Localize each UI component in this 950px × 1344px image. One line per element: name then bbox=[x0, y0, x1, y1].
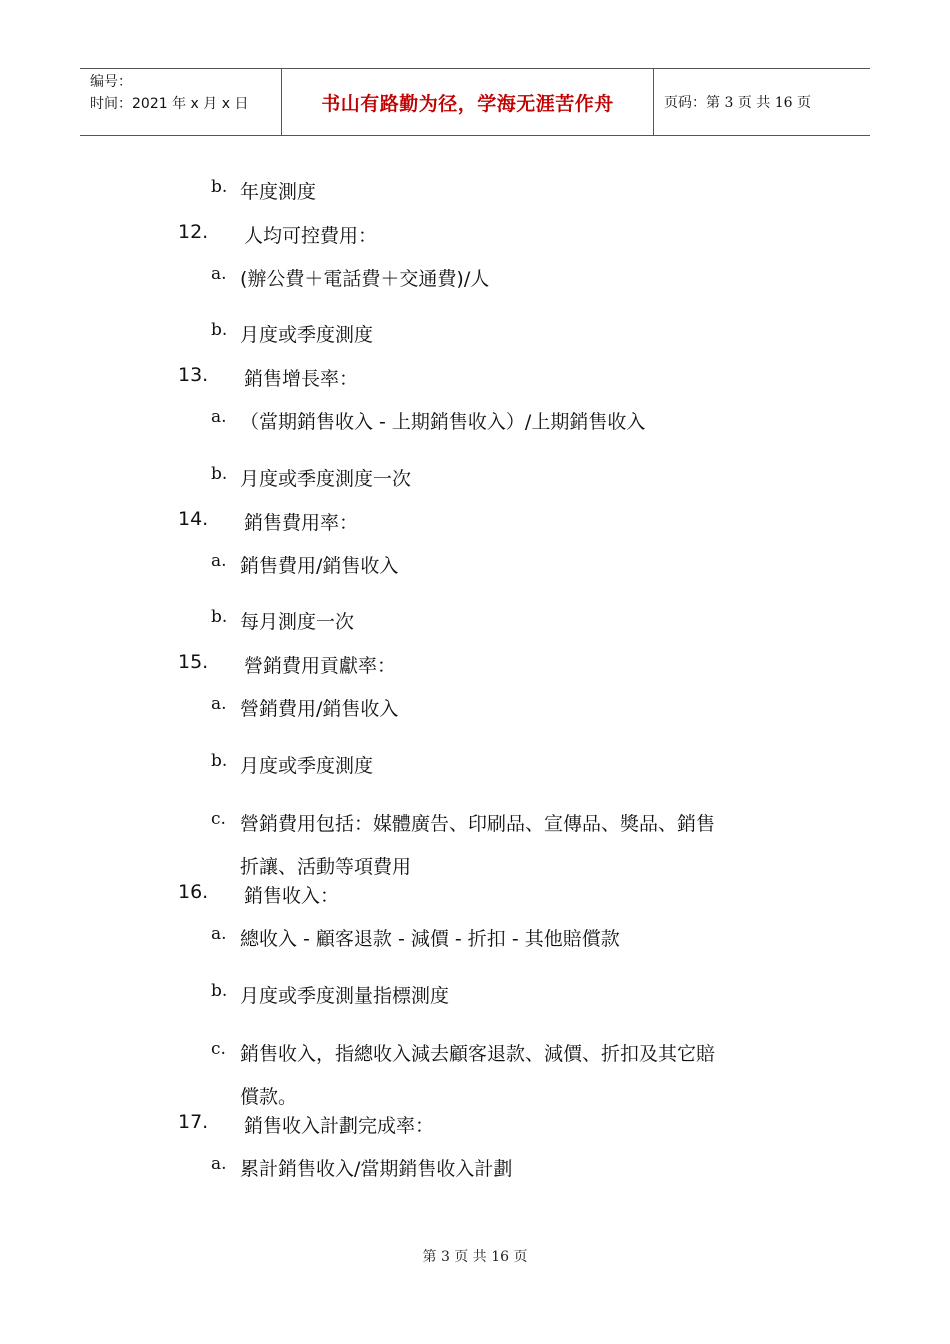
list-marker: 14. bbox=[178, 508, 209, 530]
list-text: 銷售收入，指總收入減去顧客退款、減價、折扣及其它賠 bbox=[240, 1043, 716, 1065]
list-text: 償款。 bbox=[240, 1086, 298, 1108]
list-marker: a. bbox=[211, 1154, 227, 1174]
list-text: 銷售收入： bbox=[244, 885, 340, 907]
list-text: 銷售費用/銷售收入 bbox=[240, 555, 399, 577]
list-marker: 15. bbox=[178, 651, 209, 673]
list-marker: b. bbox=[211, 607, 228, 627]
list-text: (辦公費＋電話費＋交通費)/人 bbox=[240, 268, 490, 290]
list-text: 營銷費用貢獻率： bbox=[244, 655, 397, 677]
header-meta bbox=[80, 69, 282, 135]
list-marker: b. bbox=[211, 320, 228, 340]
list-text: 月度或季度測量指標測度 bbox=[240, 985, 450, 1007]
list-marker: b. bbox=[211, 177, 228, 197]
list-marker: a. bbox=[211, 264, 227, 284]
list-text: 每月測度一次 bbox=[240, 611, 355, 633]
list-text: 折讓、活動等項費用 bbox=[240, 856, 412, 878]
list-text: 累計銷售收入/當期銷售收入計劃 bbox=[240, 1158, 513, 1180]
list-text: 年度測度 bbox=[240, 181, 317, 203]
list-text: 營銷費用/銷售收入 bbox=[240, 698, 399, 720]
list-marker: b. bbox=[211, 751, 228, 771]
list-text: （當期銷售收入 - 上期銷售收入）/上期銷售收入 bbox=[240, 411, 646, 433]
code-label: 编号： bbox=[90, 74, 132, 90]
list-text: 銷售收入計劃完成率： bbox=[244, 1115, 435, 1137]
page-header bbox=[80, 68, 870, 136]
list-marker: a. bbox=[211, 694, 227, 714]
list-marker: a. bbox=[211, 407, 227, 427]
list-marker: 16. bbox=[178, 881, 209, 903]
list-text: 人均可控費用： bbox=[244, 225, 378, 247]
list-marker: 13. bbox=[178, 364, 209, 386]
list-marker: 17. bbox=[178, 1111, 209, 1133]
header-motto: 书山有路勤为径，学海无涯苦作舟 bbox=[282, 69, 654, 135]
list-marker: 12. bbox=[178, 221, 209, 243]
list-text: 月度或季度測度 bbox=[240, 755, 374, 777]
list-text: 銷售增長率： bbox=[244, 368, 359, 390]
list-text: 總收入 - 顧客退款 - 減價 - 折扣 - 其他賠償款 bbox=[240, 928, 620, 950]
list-marker: a. bbox=[211, 551, 227, 571]
list-marker: b. bbox=[211, 464, 228, 484]
page-footer: 第 3 页 共 16 页 bbox=[422, 1249, 528, 1265]
time-label: 时间：2021 年 x 月 x 日 bbox=[90, 96, 249, 112]
list-text: 月度或季度測度一次 bbox=[240, 468, 412, 490]
list-marker: c. bbox=[211, 1039, 226, 1059]
list-text: 營銷費用包括：媒體廣告、印刷品、宣傳品、獎品、銷售 bbox=[240, 813, 716, 835]
list-text: 月度或季度測度 bbox=[240, 324, 374, 346]
header-page-info: 页码：第 3 页 共 16 页 bbox=[664, 95, 811, 111]
list-marker: a. bbox=[211, 924, 227, 944]
list-marker: b. bbox=[211, 981, 228, 1001]
list-marker: c. bbox=[211, 809, 226, 829]
list-text: 銷售費用率： bbox=[244, 512, 359, 534]
